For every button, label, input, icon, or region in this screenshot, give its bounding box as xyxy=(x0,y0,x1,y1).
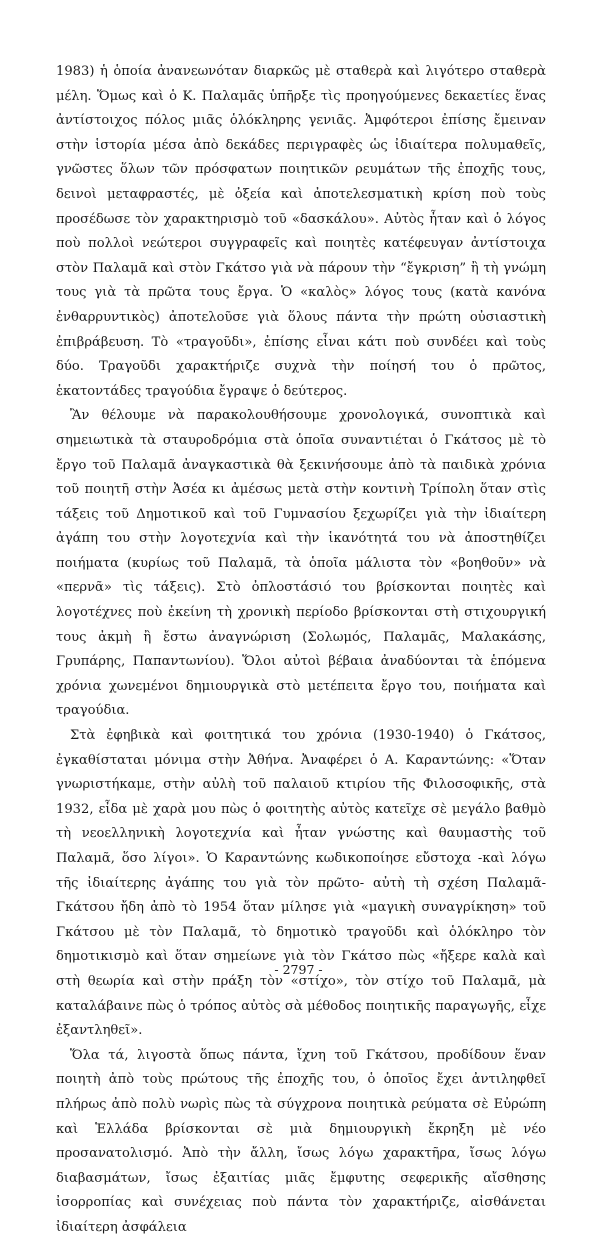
page-body xyxy=(56,60,546,1241)
paragraph-1: 1983) ἡ ὁποία ἀνανεωνόταν διαρκῶς μὲ σταθερὰ καὶ λιγότερο σταθερὰ μέλη. Ὅμως καὶ ὁ Κ. Παλαμᾶς ὑπῆρξε τὶς προηγούμενες δεκαετίες ἕνας ἀντίστοιχος πόλος μιᾶς ὁλόκληρης γενιᾶς. Ἀμφότεροι ἐπίσης ἔμειναν στὴν ἱστορία μέσα ἀπὸ δεκάδες περιγραφὲς ὡς ἰδιαίτερα πολυμαθεῖς, γνῶστες ὅλων τῶν πρόσφατων ποιητικῶν ρευμάτων τῆς ἐποχῆς τους, δεινοὶ μεταφραστές, μὲ ὀξεία καὶ ἀποτελεσματικὴ κρίση ποὺ τοὺς προσέδωσε τὸν χαρακτηρισμὸ τοῦ «δασκάλου». Αὐτὸς ἦταν καὶ ὁ λόγος ποὺ πολλοὶ νεώτεροι συγγραφεῖς καὶ ποιητὲς κατέφευγαν ἀντίστοιχα στὸν Παλαμᾶ καὶ στὸν Γκάτσο γιὰ νὰ πάρουν τὴν “ἔγκριση” ἢ τὴ γνώμη τους γιὰ τὰ πρῶτα τους ἔργα. Ὁ «καλὸς» λόγος τους (κατὰ κανόνα ἐνθαρρυντικὸς) ἀποτελοῦσε γιὰ ὅλους πάντα τὴν πρώτη οὐσιαστικὴ ἐπιβράβευση. Τὸ «τραγοῦδι», ἐπίσης εἶναι κάτι ποὺ συνδέει καὶ τοὺς δύο. Τραγοῦδι χαρακτήριζε συχνὰ τὴν ποίησή του ὁ πρῶτος, ἑκατοντάδες τραγούδια ἔγραψε ὁ δεύτερος. xyxy=(56,64,546,399)
paragraph-2: Ἂν θέλουμε νὰ παρακολουθήσουμε χρονολογικά, συνοπτικὰ καὶ σημειωτικὰ τὰ σταυροδρόμια στὰ ὁποῖα συναντιέται ὁ Γκάτσος μὲ τὸ ἔργο τοῦ Παλαμᾶ ἀναγκαστικὰ θὰ ξεκινήσουμε ἀπὸ τὰ παιδικὰ χρόνια τοῦ ποιητῆ στὴν Ἀσέα κι ἀμέσως μετὰ στὴν κοντινὴ Τρίπολη ὅταν στὶς τάξεις τοῦ Δημοτικοῦ καὶ τοῦ Γυμνασίου ξεχωρίζει γιὰ τὴν ἰδιαίτερη ἀγάπη του στὴν λογοτεχνία καὶ τὴν ἱκανότητά του νὰ ἀποστηθίζει ποιήματα (κυρίως τοῦ Παλαμᾶ, τὰ ὁποῖα μάλιστα τὸν «βοηθοῦν» νὰ «περνᾶ» τὶς τάξεις). Στὸ ὀπλοστάσιό του βρίσκονται ποιητὲς καὶ λογοτέχνες ποὺ ἐκείνη τὴ χρονικὴ περίοδο βρίσκονται στὴ στιχουργική τους ἀκμὴ ἢ ἔστω ἀναγνώριση (Σολωμός, Παλαμᾶς, Μαλακάσης, Γρυπάρης, Παπαντωνίου). Ὅλοι αὐτοὶ βέβαια ἀναδύονται τὰ ἑπόμενα χρόνια χωνεμένοι δημιουργικὰ στὸ μετέπειτα ἔργο του, ποιήματα καὶ τραγούδια. xyxy=(56,408,546,719)
paragraph-3: Στὰ ἐφηβικὰ καὶ φοιτητικά του χρόνια (1930-1940) ὁ Γκάτσος, ἐγκαθίσταται μόνιμα στὴν Ἀθήνα. Ἀναφέρει ὁ Α. Καραντώνης: «Ὅταν γνωριστήκαμε, στὴν αὐλὴ τοῦ παλαιοῦ κτιρίου τῆς Φιλοσοφικῆς, στὰ 1932, εἶδα μὲ χαρὰ μου πὼς ὁ φοιτητὴς αὐτὸς κατεῖχε σὲ μεγάλο βαθμὸ τὴ νεοελληνικὴ λογοτεχνία καὶ ἦταν γνώστης καὶ θαυμαστὴς τοῦ Παλαμᾶ, ὅσο λίγοι». Ὁ Καραντώνης κωδικοποίησε εὔστοχα -καὶ λόγω τῆς ἰδιαίτερης ἀγάπης του γιὰ τὸν πρῶτο- αὐτὴ τὴ σχέση Παλαμᾶ-Γκάτσου ἤδη ἀπὸ τὸ 1954 ὅταν μίλησε γιὰ «μαγικὴ συναγρίκηση» τοῦ Γκάτσου μὲ τὸν Παλαμᾶ, τὸ δημοτικὸ τραγοῦδι καὶ ὁλόκληρο τὸν δημοτικισμὸ καὶ ὅταν σημείωνε γιὰ τὸν Γκάτσο πὼς «ἤξερε καλὰ καὶ στὴ θεωρία καὶ στὴν πράξη τὸν «στίχο», τὸν στίχο τοῦ Παλαμᾶ, μὰ καταλάβαινε πὼς ὁ τρόπος αὐτὸς σὰ μέθοδος ποιητικῆς παραγωγῆς, εἶχε ἐξαντληθεῖ». xyxy=(56,728,546,1039)
page-number: - 2797 - xyxy=(274,962,323,977)
paragraph-4: Ὅλα τά, λιγοστὰ ὅπως πάντα, ἴχνη τοῦ Γκάτσου, προδίδουν ἕναν ποιητὴ ἀπὸ τοὺς πρώτους τῆς ἐποχῆς του, ὁ ὁποῖος ἔχει ἀντιληφθεῖ πλήρως ἀπὸ πολὺ νωρὶς πὼς τὰ σύγχρονα ποιητικὰ ρεύματα σὲ Εὐρώπη καὶ Ἑλλάδα βρίσκονται σὲ μιὰ δημιουργικὴ ἔκρηξη μὲ νέο προσανατολισμό. Ἀπὸ τὴν ἄλλη, ἴσως λόγω χαρακτῆρα, ἴσως λόγω διαβασμάτων, ἴσως ἐξαιτίας μιᾶς ἔμφυτης σεφερικῆς αἴσθησης ἰσορροπίας καὶ συνέχειας ποὺ πάντα τὸν χαρακτήριζε, αἰσθάνεται ἰδιαίτερη ἀσφάλεια xyxy=(56,1047,546,1235)
